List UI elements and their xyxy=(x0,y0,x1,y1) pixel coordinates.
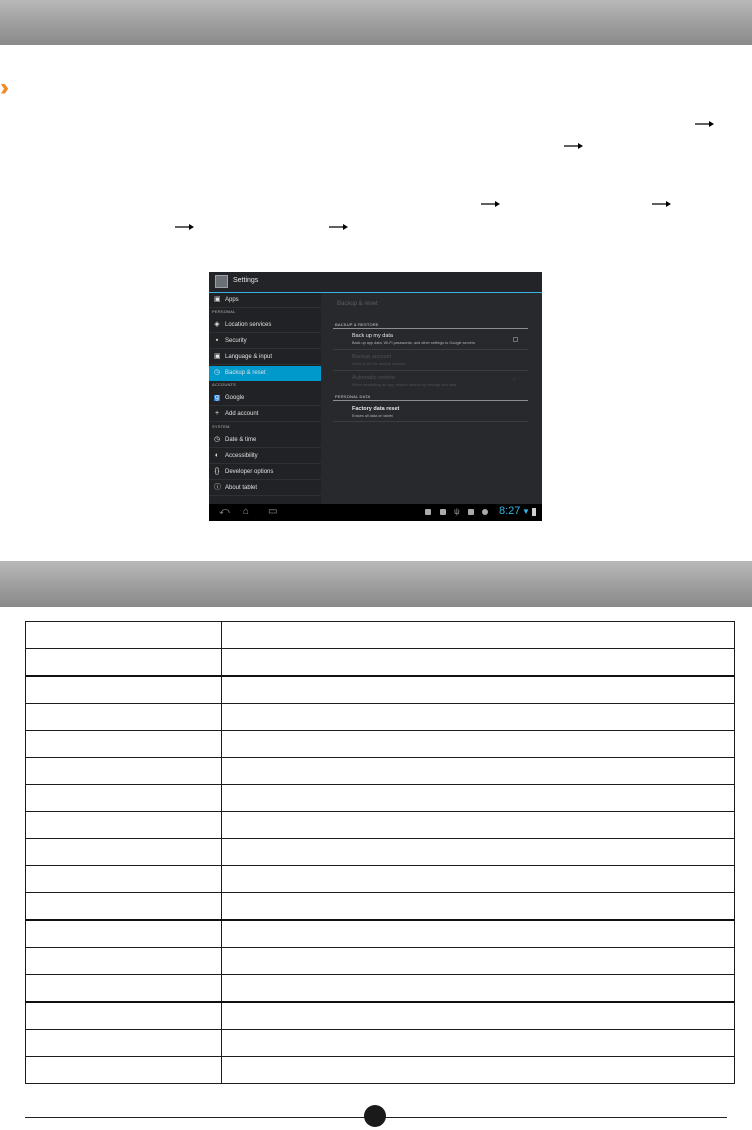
table-row xyxy=(26,758,735,785)
table-cell xyxy=(222,1057,735,1084)
table-cell xyxy=(222,758,735,785)
table-cell xyxy=(26,649,222,677)
table-row xyxy=(26,975,735,1003)
page-number-marker xyxy=(364,1105,386,1127)
apps-icon: ▣ xyxy=(214,296,221,303)
table-cell xyxy=(26,920,222,948)
sidebar-item-accessibility[interactable] xyxy=(209,449,321,464)
settings-detail-pane xyxy=(321,293,542,504)
sidebar-item-language-input[interactable] xyxy=(209,350,321,365)
row-divider xyxy=(333,421,528,422)
app-title: Settings xyxy=(233,277,259,284)
home-icon[interactable]: ⌂ xyxy=(243,506,250,517)
system-navigation-bar xyxy=(209,504,542,521)
table-cell xyxy=(222,1030,735,1057)
section-divider xyxy=(333,400,528,401)
table-cell xyxy=(222,812,735,839)
table-row xyxy=(26,920,735,948)
sidebar-item-about-tablet[interactable] xyxy=(209,481,321,496)
table-cell xyxy=(26,812,222,839)
row-divider xyxy=(333,349,528,350)
section-divider xyxy=(333,328,528,329)
row-divider xyxy=(333,370,528,371)
table-row xyxy=(26,704,735,731)
notification-icon[interactable] xyxy=(425,509,431,515)
braces-icon: {} xyxy=(214,468,220,475)
table-cell xyxy=(26,785,222,812)
back-icon[interactable]: ⤺ xyxy=(219,506,230,517)
table-cell xyxy=(222,948,735,975)
arrow-right-icon xyxy=(174,222,196,232)
clock-icon: ◷ xyxy=(214,436,221,443)
sidebar-item-add-account[interactable] xyxy=(209,407,321,422)
backup-data-subtitle: Back up app data, Wi-Fi passwords, and other settings to Google servers xyxy=(352,341,476,345)
backup-account-subtitle: Need to set the backup account xyxy=(352,362,406,366)
personal-data-header: PERSONAL DATA xyxy=(335,394,371,399)
chevron-double-right-icon: ›› xyxy=(0,74,2,101)
header-band xyxy=(0,0,752,45)
usb-icon[interactable]: ψ xyxy=(454,507,460,516)
notification-icon[interactable] xyxy=(468,509,474,515)
specification-table xyxy=(25,621,735,1084)
status-clock: 8:27 xyxy=(499,505,521,517)
notification-icon[interactable] xyxy=(440,509,446,515)
google-icon: g xyxy=(215,394,219,401)
table-cell xyxy=(222,1002,735,1030)
sidebar-item-label: Add account xyxy=(225,411,259,417)
sidebar-item-developer-options[interactable] xyxy=(209,465,321,480)
table-row xyxy=(26,1002,735,1030)
sidebar-item-label: Apps xyxy=(225,297,239,303)
wifi-icon: ▼ xyxy=(522,507,530,516)
table-row xyxy=(26,948,735,975)
table-row xyxy=(26,676,735,704)
backup-data-title[interactable]: Back up my data xyxy=(352,333,393,339)
table-cell xyxy=(26,622,222,649)
table-cell xyxy=(26,1030,222,1057)
table-cell xyxy=(222,731,735,758)
table-cell xyxy=(26,731,222,758)
arrow-right-icon xyxy=(480,199,502,209)
arrow-right-icon xyxy=(694,119,716,129)
sidebar-item-label: About tablet xyxy=(225,485,258,491)
sidebar-item-label: Developer options xyxy=(225,469,274,475)
factory-reset-subtitle: Erases all data on tablet xyxy=(352,414,393,418)
factory-reset-title[interactable]: Factory data reset xyxy=(352,406,400,412)
table-cell xyxy=(26,704,222,731)
notification-icon[interactable] xyxy=(482,509,488,515)
settings-app-icon[interactable] xyxy=(215,275,228,288)
table-cell xyxy=(26,866,222,893)
table-cell xyxy=(222,704,735,731)
sidebar-item-label: Accessibility xyxy=(225,453,258,459)
table-row xyxy=(26,839,735,866)
table-row xyxy=(26,622,735,649)
backup-data-checkbox[interactable] xyxy=(513,337,518,342)
check-icon: ✓ xyxy=(512,377,518,383)
table-row xyxy=(26,812,735,839)
table-cell xyxy=(26,758,222,785)
table-cell xyxy=(26,975,222,1003)
info-icon: ⓘ xyxy=(214,484,221,491)
table-cell xyxy=(222,920,735,948)
table-row xyxy=(26,785,735,812)
sidebar-item-security[interactable] xyxy=(209,334,321,349)
table-cell xyxy=(222,785,735,812)
backup-restore-header: BACKUP & RESTORE xyxy=(335,322,379,327)
table-row xyxy=(26,1057,735,1084)
language-icon: ▣ xyxy=(214,353,221,360)
settings-sidebar xyxy=(209,293,321,504)
table-cell xyxy=(26,839,222,866)
sidebar-item-location-services[interactable] xyxy=(209,318,321,333)
table-row xyxy=(26,731,735,758)
table-row xyxy=(26,1030,735,1057)
automatic-restore-subtitle: When reinstalling an app, restore backed up settings and data xyxy=(352,383,457,387)
table-row xyxy=(26,866,735,893)
backup-account-title: Backup account xyxy=(352,354,392,360)
lock-icon: ▪ xyxy=(215,337,219,344)
arrow-right-icon xyxy=(563,141,585,151)
table-cell xyxy=(26,1002,222,1030)
table-cell xyxy=(222,866,735,893)
table-cell xyxy=(26,676,222,704)
table-cell xyxy=(222,975,735,1003)
recent-apps-icon[interactable]: ▭ xyxy=(268,506,278,517)
table-cell xyxy=(222,893,735,921)
add-icon: + xyxy=(214,410,220,417)
table-cell xyxy=(222,839,735,866)
section-band xyxy=(0,561,752,607)
table-row xyxy=(26,893,735,921)
sidebar-item-label: Location services xyxy=(225,322,272,328)
pane-title: Backup & reset xyxy=(337,301,378,307)
sidebar-header-personal: PERSONAL xyxy=(212,309,236,314)
battery-icon xyxy=(532,508,536,516)
table-row xyxy=(26,649,735,677)
arrow-right-icon xyxy=(651,199,673,209)
table-cell xyxy=(222,649,735,677)
action-bar xyxy=(209,272,542,293)
table-cell xyxy=(222,622,735,649)
sidebar-item-label: Security xyxy=(225,338,247,344)
sidebar-item-date-time[interactable] xyxy=(209,433,321,448)
accessibility-icon: ◐ xyxy=(214,452,220,459)
backup-icon: ◷ xyxy=(214,369,221,376)
sidebar-item-label: Google xyxy=(225,395,245,401)
sidebar-item-label: Backup & reset xyxy=(225,370,266,376)
sidebar-header-system: SYSTEM xyxy=(212,424,230,429)
sidebar-header-accounts: ACCOUNTS xyxy=(212,382,237,387)
arrow-right-icon xyxy=(328,222,350,232)
sidebar-item-google[interactable] xyxy=(209,391,321,406)
table-cell xyxy=(26,1057,222,1084)
sidebar-item-backup-reset[interactable] xyxy=(209,366,321,381)
table-cell xyxy=(222,676,735,704)
table-cell xyxy=(26,893,222,921)
table-cell xyxy=(26,948,222,975)
sidebar-item-label: Language & input xyxy=(225,354,273,360)
tablet-settings-screenshot xyxy=(209,272,542,521)
automatic-restore-title: Automatic restore xyxy=(352,375,396,381)
sidebar-item-label: Date & time xyxy=(225,437,257,443)
location-icon: ◈ xyxy=(214,321,220,328)
sidebar-item-apps[interactable] xyxy=(209,293,321,308)
